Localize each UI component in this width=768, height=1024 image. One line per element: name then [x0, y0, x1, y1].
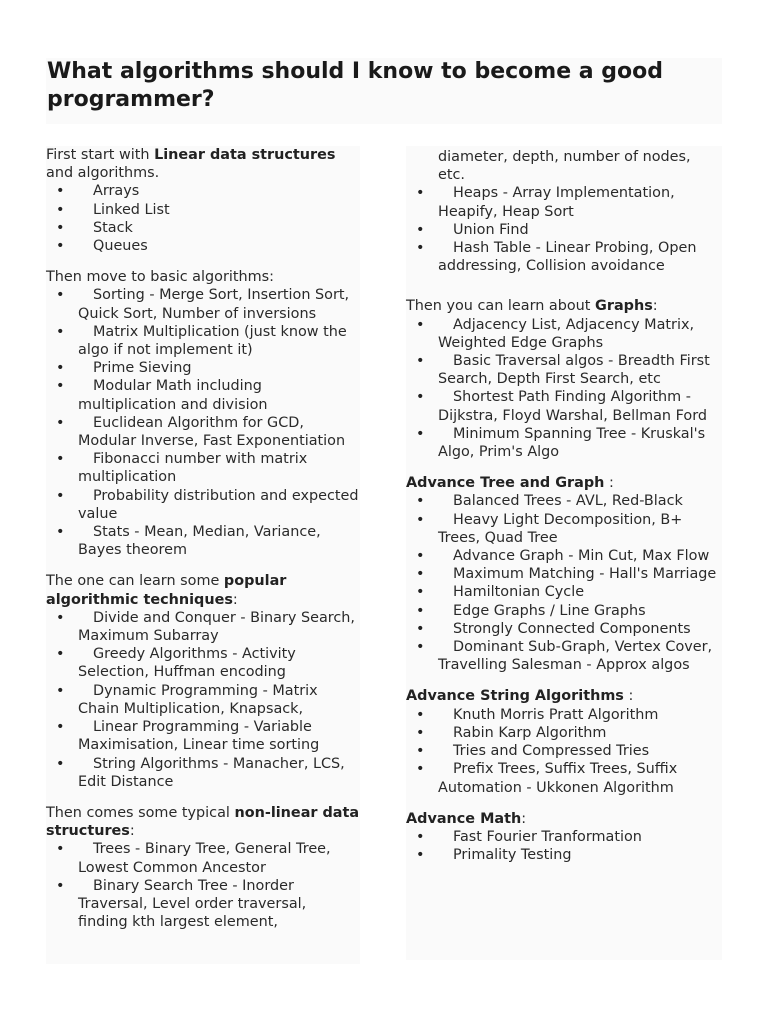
list-item	[46, 359, 360, 377]
list-item-text: Knuth Morris Pratt Algorithm	[453, 706, 659, 723]
list-item-text: Maximum Matching - Hall's Marriage	[453, 566, 717, 583]
section-heading: Advance Math:	[406, 810, 527, 827]
list-item	[46, 323, 360, 359]
section-heading: Advance String Algorithms :	[406, 688, 634, 705]
list-item-text: Probability distribution and expected value	[78, 487, 359, 522]
list-item	[406, 724, 722, 742]
page-title: What algorithms should I know to become a good programmer?	[46, 58, 722, 124]
list-item-text: Balanced Trees - AVL, Red-Black	[453, 493, 683, 510]
list-item-text: Linked List	[93, 201, 170, 218]
list-item-text: Binary Search Tree - Inorder Traversal, Level order traversal, finding kth largest element,	[78, 877, 307, 931]
list-item-text: Modular Math including multiplication and division	[78, 378, 268, 413]
list-item-text: Dynamic Programming - Matrix Chain Multiplication, Knapsack,	[78, 682, 318, 717]
list-item	[406, 620, 722, 638]
list-item	[406, 742, 722, 760]
list-item	[406, 602, 722, 620]
list-item-text: Minimum Spanning Tree - Kruskal's Algo, Prim's Algo	[438, 425, 706, 461]
list-item	[46, 414, 360, 450]
list-item	[46, 718, 360, 754]
list-item	[406, 352, 722, 388]
section-intro: The one can learn some popular algorithmic techniques:	[46, 573, 287, 608]
list-item	[406, 547, 722, 565]
list-item-text: Primality Testing	[453, 847, 572, 864]
list-item	[46, 682, 360, 718]
list-item	[406, 239, 722, 275]
list-item-text: Prime Sieving	[93, 360, 192, 377]
list-item	[46, 877, 360, 932]
bullet-list	[46, 182, 360, 255]
list-item	[46, 201, 360, 219]
list-item-text: Shortest Path Finding Algorithm - Dijkstra, Floyd Warshal, Bellman Ford	[438, 389, 707, 424]
list-item	[406, 583, 722, 601]
list-item	[406, 565, 722, 583]
list-item	[406, 492, 722, 510]
list-item-text: Linear Programming - Variable Maximisation, Linear time sorting	[78, 719, 320, 754]
section-heading: Advance Tree and Graph :	[406, 475, 614, 492]
list-item	[46, 237, 360, 255]
list-item-text: Fast Fourier Tranformation	[453, 828, 642, 845]
list-item	[406, 221, 722, 239]
bullet-list	[406, 828, 722, 864]
list-item-text: Prefix Trees, Suffix Trees, Suffix Automation - Ukkonen Algorithm	[438, 761, 678, 796]
list-item-text: Trees - Binary Tree, General Tree, Lowest Common Ancestor	[78, 841, 331, 876]
list-item	[406, 846, 722, 864]
bullet-list	[406, 184, 722, 275]
list-item	[406, 638, 722, 674]
list-item-text: Basic Traversal algos - Breadth First Search, Depth First Search, etc	[438, 353, 710, 388]
continued-text: diameter, depth, number of nodes, etc.	[438, 149, 691, 184]
list-item	[46, 840, 360, 876]
list-item-text: Queues	[93, 238, 148, 255]
list-item-text: Matrix Multiplication (just know the algo if not implement it)	[78, 323, 347, 359]
list-item	[406, 706, 722, 724]
list-item-text: Divide and Conquer - Binary Search, Maximum Subarray	[78, 609, 355, 645]
list-item-text: Edge Graphs / Line Graphs	[453, 602, 646, 619]
bullet-list	[406, 492, 722, 674]
list-item-text: Hash Table - Linear Probing, Open addressing, Collision avoidance	[438, 240, 697, 275]
list-item-text: Heavy Light Decomposition, B+ Trees, Quad Tree	[438, 511, 683, 546]
list-item	[406, 184, 722, 220]
section-intro: Then move to basic algorithms:	[46, 269, 274, 286]
list-item	[46, 450, 360, 486]
list-item	[46, 377, 360, 413]
list-item-text: Tries and Compressed Tries	[453, 743, 650, 760]
bullet-list	[46, 609, 360, 791]
bullet-list	[46, 840, 360, 931]
list-item-text: Advance Graph - Min Cut, Max Flow	[453, 548, 710, 565]
section-intro: Then comes some typical non-linear data structures:	[46, 804, 360, 840]
list-item-text: Heaps - Array Implementation, Heapify, Heap Sort	[438, 185, 675, 220]
bullet-list	[406, 706, 722, 797]
list-item-text: Strongly Connected Components	[453, 620, 691, 637]
list-item-text: String Algorithms - Manacher, LCS, Edit Distance	[78, 755, 345, 790]
list-item	[406, 388, 722, 424]
list-item	[46, 755, 360, 791]
list-item-text: Arrays	[93, 183, 140, 200]
list-item	[46, 219, 360, 237]
list-item	[46, 609, 360, 645]
section-intro: First start with Linear data structures and algorithms.	[46, 147, 336, 182]
list-item	[406, 425, 722, 461]
list-item	[46, 182, 360, 200]
list-item-text: Stack	[93, 219, 133, 236]
list-item	[46, 286, 360, 322]
bullet-list	[46, 286, 360, 559]
list-item	[406, 316, 722, 352]
list-item-text: Union Find	[453, 221, 529, 238]
list-item-text: Fibonacci number with matrix multiplication	[78, 451, 308, 486]
bullet-list	[406, 316, 722, 462]
list-item	[406, 760, 722, 796]
list-item-text: Rabin Karp Algorithm	[453, 724, 607, 741]
section-intro: Then you can learn about Graphs:	[406, 298, 658, 315]
left-column	[46, 146, 360, 964]
list-item-text: Hamiltonian Cycle	[453, 584, 585, 601]
list-item-text: Sorting - Merge Sort, Insertion Sort, Quick Sort, Number of inversions	[78, 287, 350, 322]
list-item	[406, 511, 722, 547]
list-item-text: Dominant Sub-Graph, Vertex Cover, Travelling Salesman - Approx algos	[438, 639, 713, 674]
list-item	[406, 828, 722, 846]
list-item-text: Euclidean Algorithm for GCD, Modular Inverse, Fast Exponentiation	[78, 414, 346, 450]
right-column	[406, 146, 722, 960]
list-item	[46, 645, 360, 681]
list-item-text: Adjacency List, Adjacency Matrix, Weighted Edge Graphs	[438, 316, 695, 351]
list-item	[46, 523, 360, 559]
list-item-text: Stats - Mean, Median, Variance, Bayes theorem	[78, 524, 321, 559]
list-item-text: Greedy Algorithms - Activity Selection, Huffman encoding	[78, 646, 296, 681]
list-item	[46, 487, 360, 523]
